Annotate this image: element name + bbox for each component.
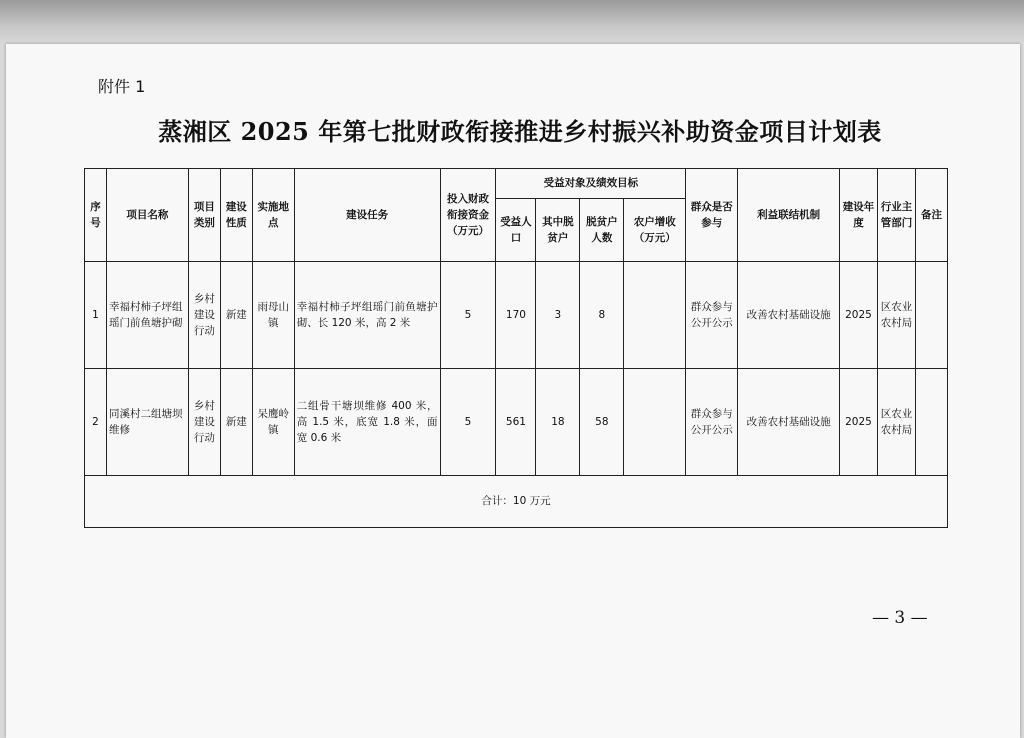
cell-seq: 1 — [85, 262, 107, 369]
header-seq: 序号 — [85, 169, 107, 262]
header-task: 建设任务 — [294, 169, 440, 262]
cell-category: 乡村建设行动 — [188, 262, 220, 369]
header-nature: 建设性质 — [220, 169, 252, 262]
cell-year: 2025 — [840, 369, 878, 476]
cell-dept: 区农业农村局 — [877, 262, 915, 369]
cell-task: 二组骨干塘坝维修 400 米，高 1.5 米，底宽 1.8 米，面宽 0.6 米 — [294, 369, 440, 476]
cell-income — [624, 262, 686, 369]
cell-funds: 5 — [440, 262, 496, 369]
project-plan-table — [84, 168, 948, 528]
header-name: 项目名称 — [106, 169, 188, 262]
cell-participation: 群众参与公开公示 — [686, 262, 738, 369]
header-row-1 — [85, 169, 948, 199]
cell-participation: 群众参与公开公示 — [686, 369, 738, 476]
header-pop: 受益人口 — [496, 199, 536, 262]
cell-name: 同溪村二组塘坝维修 — [106, 369, 188, 476]
cell-seq: 2 — [85, 369, 107, 476]
cell-remark — [915, 369, 947, 476]
header-out-poverty: 其中脱贫户 — [536, 199, 580, 262]
cell-location: 雨母山镇 — [252, 262, 294, 369]
scan-shadow — [0, 0, 1024, 44]
cell-out-poverty: 3 — [536, 262, 580, 369]
cell-pop: 170 — [496, 262, 536, 369]
header-remark: 备注 — [915, 169, 947, 262]
header-participation: 群众是否参与 — [686, 169, 738, 262]
total-cell: 合计：10 万元 — [85, 476, 948, 528]
total-row — [85, 476, 948, 528]
header-poor-count: 脱贫户人数 — [580, 199, 624, 262]
page-number: — 3 — — [872, 608, 928, 628]
cell-mechanism: 改善农村基础设施 — [738, 262, 840, 369]
cell-mechanism: 改善农村基础设施 — [738, 369, 840, 476]
header-year: 建设年度 — [840, 169, 878, 262]
cell-out-poverty: 18 — [536, 369, 580, 476]
header-funds: 投入财政衔接资金（万元） — [440, 169, 496, 262]
cell-year: 2025 — [840, 262, 878, 369]
cell-task: 幸福村柿子坪组瑶门前鱼塘护砌、长 120 米，高 2 米 — [294, 262, 440, 369]
table-row — [85, 369, 948, 476]
cell-pop: 561 — [496, 369, 536, 476]
cell-remark — [915, 262, 947, 369]
cell-poor-count: 8 — [580, 262, 624, 369]
cell-nature: 新建 — [220, 369, 252, 476]
cell-name: 幸福村柿子坪组瑶门前鱼塘护砌 — [106, 262, 188, 369]
cell-category: 乡村建设行动 — [188, 369, 220, 476]
header-mechanism: 利益联结机制 — [738, 169, 840, 262]
header-benefit-group: 受益对象及绩效目标 — [496, 169, 686, 199]
cell-income — [624, 369, 686, 476]
attachment-label: 附件 1 — [98, 77, 146, 96]
header-location: 实施地点 — [252, 169, 294, 262]
header-category: 项目类别 — [188, 169, 220, 262]
cell-dept: 区农业农村局 — [877, 369, 915, 476]
header-income: 农户增收（万元） — [624, 199, 686, 262]
cell-poor-count: 58 — [580, 369, 624, 476]
cell-location: 呆鹰岭镇 — [252, 369, 294, 476]
table-row — [85, 262, 948, 369]
document-title: 蒸湘区 2025 年第七批财政衔接推进乡村振兴补助资金项目计划表 — [158, 117, 882, 146]
header-dept: 行业主管部门 — [877, 169, 915, 262]
cell-nature: 新建 — [220, 262, 252, 369]
cell-funds: 5 — [440, 369, 496, 476]
